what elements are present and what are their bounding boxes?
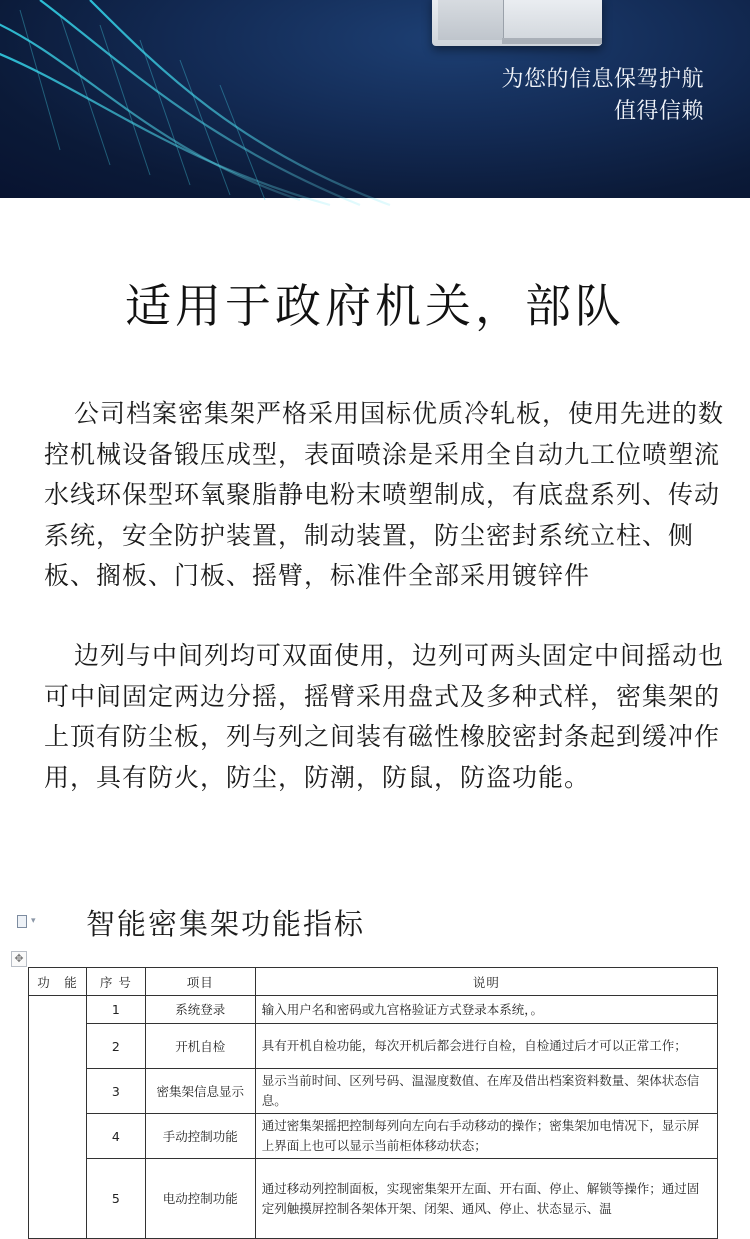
row-description: 显示当前时间、区列号码、温湿度数值、在库及借出档案资料数量、架体状态信息。 xyxy=(255,1069,717,1114)
filing-cabinet-image xyxy=(432,0,602,46)
row-description: 输入用户名和密码或九宫格验证方式登录本系统，。 xyxy=(255,996,717,1024)
header-function: 功 能 xyxy=(29,968,87,996)
document-icon[interactable]: ▾ xyxy=(17,915,31,931)
row-number: 5 xyxy=(86,1159,145,1239)
table-row xyxy=(29,1159,718,1239)
spec-section-title: 智能密集架功能指标 xyxy=(86,907,366,941)
hero-banner xyxy=(0,0,750,198)
table-header-row xyxy=(29,968,718,996)
row-item: 系统登录 xyxy=(145,996,255,1024)
header-item: 项目 xyxy=(145,968,255,996)
function-spec-table xyxy=(28,967,718,1239)
row-description: 通过移动列控制面板，实现密集架开左面、开右面、停止、解锁等操作；通过固定列触摸屏控制各架体开架、闭架、通风、停止、状态显示、温 xyxy=(255,1159,717,1239)
row-item: 手动控制功能 xyxy=(145,1114,255,1159)
table-row xyxy=(29,996,718,1024)
cabinet-base xyxy=(502,38,602,44)
table-row xyxy=(29,1114,718,1159)
description-paragraph-2: 边列与中间列均可双面使用，边列可两头固定中间摇动也可中间固定两边分摇，摇臂采用盘式及多种式样，密集架的上顶有防尘板，列与列之间装有磁性橡胶密封条起到缓冲作用，具有防火，防尘，防潮，防鼠，防盗功能。 xyxy=(44,641,725,792)
row-number: 3 xyxy=(86,1069,145,1114)
header-seq: 序 号 xyxy=(86,968,145,996)
banner-slogan-line-2: 值得信赖 xyxy=(613,99,704,124)
row-description: 通过密集架摇把控制每列向左向右手动移动的操作；密集架加电情况下，显示屏上界面上也可以显示当前柜体移动状态； xyxy=(255,1114,717,1159)
row-number: 4 xyxy=(86,1114,145,1159)
row-item: 开机自检 xyxy=(145,1024,255,1069)
banner-slogan-line-1: 为您的信息保驾护航 xyxy=(501,67,704,92)
header-desc: 说明 xyxy=(255,968,717,996)
table-row xyxy=(29,1069,718,1114)
row-description: 具有开机自检功能，每次开机后都会进行自检，自检通过后才可以正常工作； xyxy=(255,1024,717,1069)
table-row xyxy=(29,1024,718,1069)
page-headline: 适用于政府机关，部队 xyxy=(125,279,625,333)
function-group-cell xyxy=(29,996,87,1239)
row-number: 1 xyxy=(86,996,145,1024)
move-handle-icon[interactable]: ✥ xyxy=(11,951,27,967)
row-number: 2 xyxy=(86,1024,145,1069)
description-paragraph-1: 公司档案密集架严格采用国标优质冷轧板，使用先进的数控机械设备锻压成型，表面喷涂是采用全自动九工位喷塑流水线环保型环氧聚脂静电粉末喷塑制成，有底盘系列、传动系统，安全防护装置，制动装置，防尘密封系统立柱、侧板、搁板、门板、摇臂，标准件全部采用镀锌件 xyxy=(44,399,725,590)
cabinet-door xyxy=(438,0,504,40)
row-item: 电动控制功能 xyxy=(145,1159,255,1239)
row-item: 密集架信息显示 xyxy=(145,1069,255,1114)
